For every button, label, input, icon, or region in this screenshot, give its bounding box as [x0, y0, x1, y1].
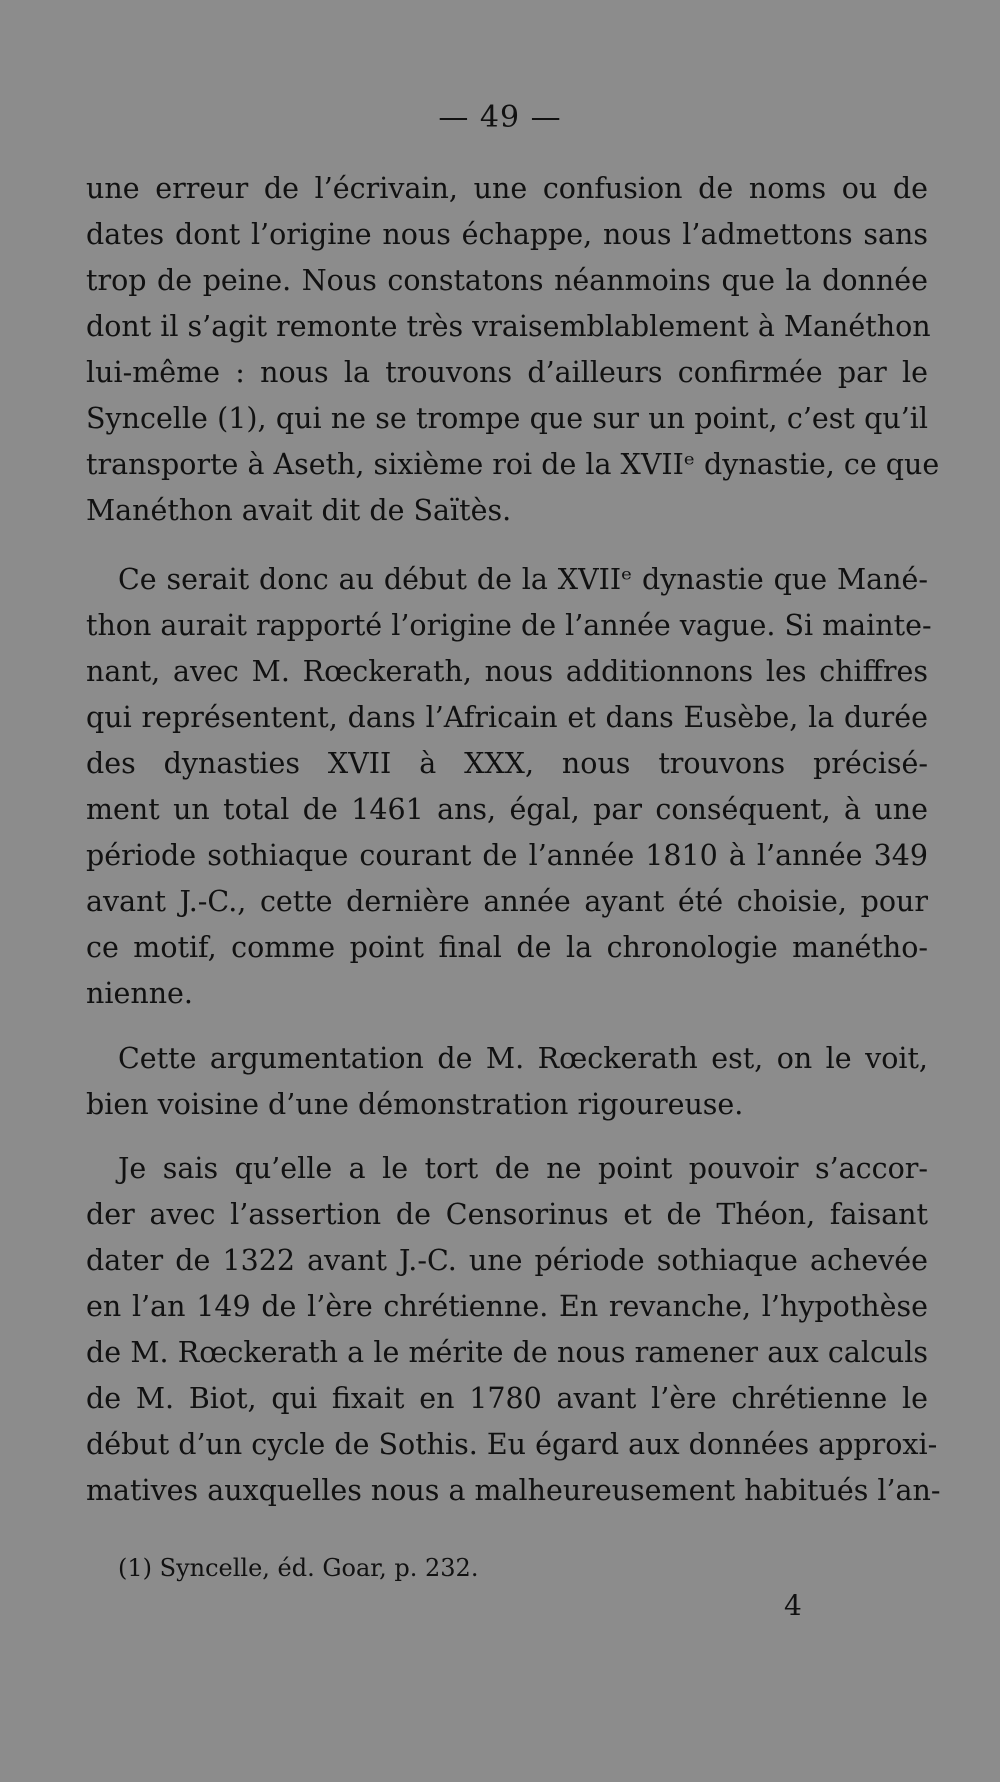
footnote: (1) Syncelle, éd. Goar, p. 232.	[118, 1554, 479, 1582]
text-line: Cette argumentation de M. Rœckerath est, on le voit,	[118, 1042, 928, 1075]
text-line: dates dont l’origine nous échappe, nous l’admettons sans	[86, 218, 928, 251]
text-line: période sothiaque courant de l’année 1810 à l’année 349	[86, 839, 928, 872]
text-line: der avec l’assertion de Censorinus et de Théon, faisant	[86, 1198, 928, 1231]
text-line: transporte à Aseth, sixième roi de la XVIIᵉ dynastie, ce que	[86, 448, 940, 481]
text-line: début d’un cycle de Sothis. Eu égard aux données approxi-	[86, 1428, 938, 1461]
text-line: trop de peine. Nous constatons néanmoins que la donnée	[86, 264, 928, 297]
text-line: thon aurait rapporté l’origine de l’année vague. Si mainte-	[86, 609, 932, 642]
text-line: en l’an 149 de l’ère chrétienne. En revanche, l’hypothèse	[86, 1290, 928, 1323]
text-line: dater de 1322 avant J.-C. une période sothiaque achevée	[86, 1244, 928, 1277]
text-line: Syncelle (1), qui ne se trompe que sur un point, c’est qu’il	[86, 402, 928, 435]
text-line: ce motif, comme point final de la chronologie manétho-	[86, 931, 928, 964]
text-line: nienne.	[86, 977, 193, 1010]
text-line: Je sais qu’elle a le tort de ne point pouvoir s’accor-	[118, 1152, 928, 1185]
text-line: qui représentent, dans l’Africain et dans Eusèbe, la durée	[86, 701, 928, 734]
text-line: nant, avec M. Rœckerath, nous additionnons les chiffres	[86, 655, 928, 688]
text-line: Ce serait donc au début de la XVIIᵉ dynastie que Mané-	[118, 563, 928, 596]
signature-mark: 4	[784, 1589, 802, 1622]
text-line: des dynasties XVII à XXX, nous trouvons précisé-	[86, 747, 928, 780]
page-number: — 49 —	[438, 100, 562, 135]
text-line: dont il s’agit remonte très vraisemblablement à Manéthon	[86, 310, 931, 343]
text-line: de M. Rœckerath a le mérite de nous ramener aux calculs	[86, 1336, 928, 1369]
text-line: de M. Biot, qui fixait en 1780 avant l’ère chrétienne le	[86, 1382, 928, 1415]
text-line: bien voisine d’une démonstration rigoureuse.	[86, 1088, 744, 1121]
text-line: une erreur de l’écrivain, une confusion de noms ou de	[86, 172, 928, 205]
text-line: lui-même : nous la trouvons d’ailleurs confirmée par le	[86, 356, 928, 389]
text-line: Manéthon avait dit de Saïtès.	[86, 494, 512, 527]
text-line: avant J.-C., cette dernière année ayant été choisie, pour	[86, 885, 928, 918]
text-line: matives auxquelles nous a malheureusement habitués l’an-	[86, 1474, 941, 1507]
text-line: ment un total de 1461 ans, égal, par conséquent, à une	[86, 793, 928, 826]
